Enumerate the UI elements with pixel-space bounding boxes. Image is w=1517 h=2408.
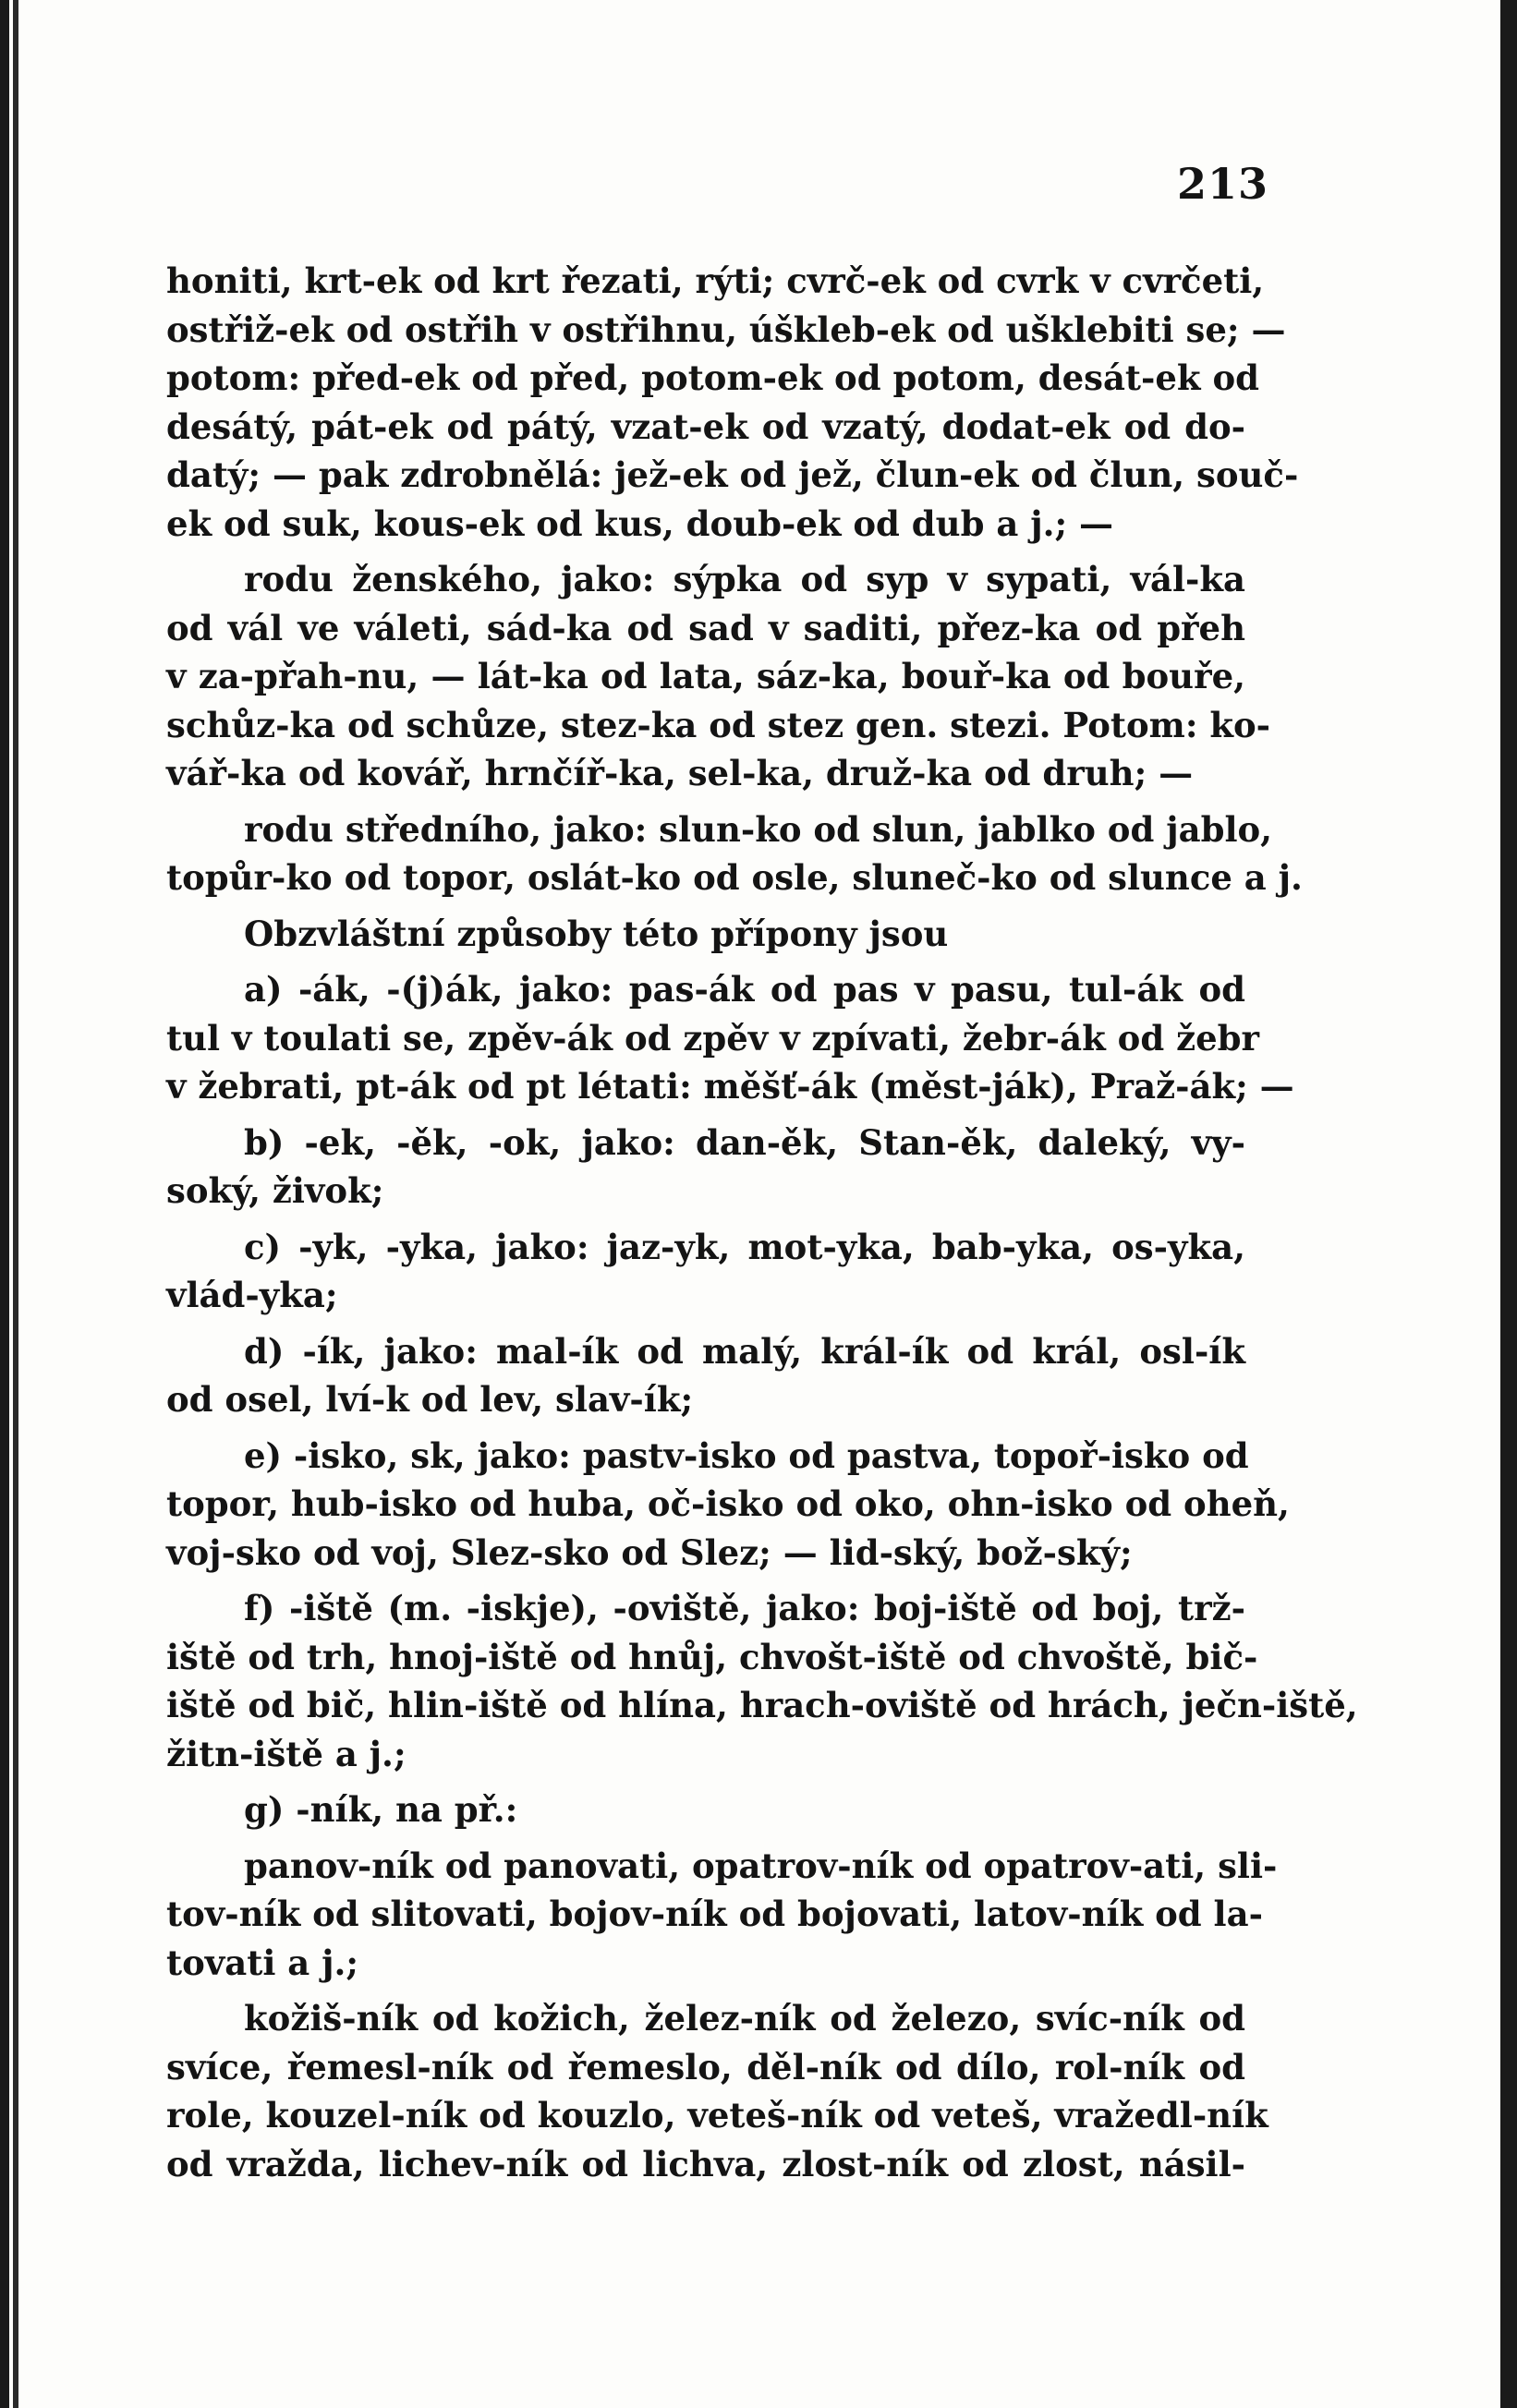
text-line: rodu středního, jako: slun-ko od slun, jablko od jablo,	[244, 808, 1273, 850]
text-line: svíce, řemesl-ník od řemeslo, děl-ník od dílo, rol-ník od	[166, 2046, 1245, 2087]
text-line: f) -iště (m. -iskje), -oviště, jako: boj-iště od boj, trž-	[244, 1588, 1245, 1628]
text-line: žitn-iště a j.;	[166, 1733, 407, 1774]
text-line: e) -isko, sk, jako: pastv-isko od pastva, topoř-isko od	[244, 1434, 1249, 1476]
text-line: iště od trh, hnoj-iště od hnůj, chvošt-iště od chvoště, bič-	[166, 1636, 1258, 1677]
text-line: od vražda, lichev-ník od lichva, zlost-ník od zlost, násil-	[166, 2143, 1245, 2184]
text-line: v za-přah-nu, — lát-ka od lata, sáz-ka, bouř-ka od bouře,	[166, 656, 1245, 696]
text-line: v žebrati, pt-ák od pt létati: měšť-ák (měst-ják), Praž-ák; —	[166, 1066, 1294, 1107]
text-line: c) -yk, -yka, jako: jaz-yk, mot-yka, bab-yka, os-yka,	[244, 1226, 1245, 1267]
paragraph-gap	[166, 1320, 1245, 1327]
text-line: d) -ík, jako: mal-ík od malý, král-ík od král, osl-ík	[244, 1330, 1245, 1372]
paragraph-gap	[166, 1216, 1245, 1223]
page-number: 213	[1177, 159, 1269, 209]
text-line: tul v toulati se, zpěv-ák od zpěv v zpívati, žebr-ák od žebr	[166, 1017, 1259, 1059]
text-line: topor, hub-isko od huba, oč-isko od oko, ohn-isko od oheň,	[166, 1483, 1290, 1524]
text-line: Obzvláštní způsoby této přípony jsou	[244, 913, 949, 954]
page-right-edge	[1500, 0, 1517, 2408]
text-line: rodu ženského, jako: sýpka od syp v sypati, vál-ka	[244, 559, 1245, 599]
text-line: ostřiž-ek od ostřih v ostřihnu, úškleb-ek od ušklebiti se; —	[166, 309, 1286, 350]
text-line: b) -ek, -ěk, -ok, jako: dan-ěk, Stan-ěk, daleký, vy-	[244, 1121, 1245, 1163]
text-line: topůr-ko od topor, oslát-ko od osle, sluneč-ko od slunce a j.	[166, 857, 1303, 898]
paragraph-gap	[166, 1424, 1245, 1432]
text-line: soký, živok;	[166, 1170, 384, 1211]
paragraph-gap	[166, 1577, 1245, 1584]
text-line: g) -ník, na př.:	[244, 1789, 518, 1830]
text-line: voj-sko od voj, Slez-sko od Slez; — lid-ský, bož-ský;	[166, 1531, 1133, 1573]
text-line: desátý, pát-ek od pátý, vzat-ek od vzatý, dodat-ek od do-	[166, 405, 1245, 447]
paragraph-gap	[166, 1111, 1245, 1119]
paragraph-gap	[166, 798, 1245, 805]
paragraph-gap	[166, 1834, 1245, 1842]
text-line: od vál ve váleti, sád-ka od sad v saditi, přez-ka od přeh	[166, 607, 1245, 648]
text-line: honiti, krt-ek od krt řezati, rýti; cvrč-ek od cvrk v cvrčeti,	[166, 260, 1265, 301]
paragraph-gap	[166, 1987, 1245, 1994]
text-line: vlád-yka;	[166, 1275, 338, 1315]
paragraph-gap	[166, 548, 1245, 555]
text-line: a) -ák, -(j)ák, jako: pas-ák od pas v pasu, tul-ák od	[244, 969, 1245, 1010]
paragraph-gap	[166, 1778, 1245, 1785]
text-line: tovati a j.;	[166, 1942, 359, 1983]
body-text	[166, 257, 1358, 2188]
text-line: potom: před-ek od před, potom-ek od potom, desát-ek od	[166, 357, 1259, 398]
text-line: datý; — pak zdrobnělá: jež-ek od jež, člun-ek od člun, souč-	[166, 454, 1299, 495]
paragraph-gap	[166, 902, 1245, 910]
paragraph-gap	[166, 958, 1245, 965]
text-line: iště od bič, hlin-iště od hlína, hrach-oviště od hrách, ječn-iště,	[166, 1685, 1358, 1725]
text-line: tov-ník od slitovati, bojov-ník od bojovati, latov-ník od la-	[166, 1894, 1263, 1934]
text-line: kožiš-ník od kožich, želez-ník od železo, svíc-ník od	[244, 1998, 1245, 2039]
page-left-edge	[0, 0, 9, 2408]
text-line: vář-ka od kovář, hrnčíř-ka, sel-ka, druž-ka od druh; —	[166, 753, 1194, 793]
text-line: panov-ník od panovati, opatrov-ník od opatrov-ati, sli-	[244, 1845, 1278, 1886]
page-left-edge-shadow	[13, 0, 18, 2408]
text-line: schůz-ka od schůze, stez-ka od stez gen. stezi. Potom: ko-	[166, 704, 1271, 745]
text-line: ek od suk, kous-ek od kus, doub-ek od dub a j.; —	[166, 502, 1113, 544]
text-line: role, kouzel-ník od kouzlo, veteš-ník od veteš, vražedl-ník	[166, 2095, 1268, 2136]
text-line: od osel, lví-k od lev, slav-ík;	[166, 1379, 694, 1420]
